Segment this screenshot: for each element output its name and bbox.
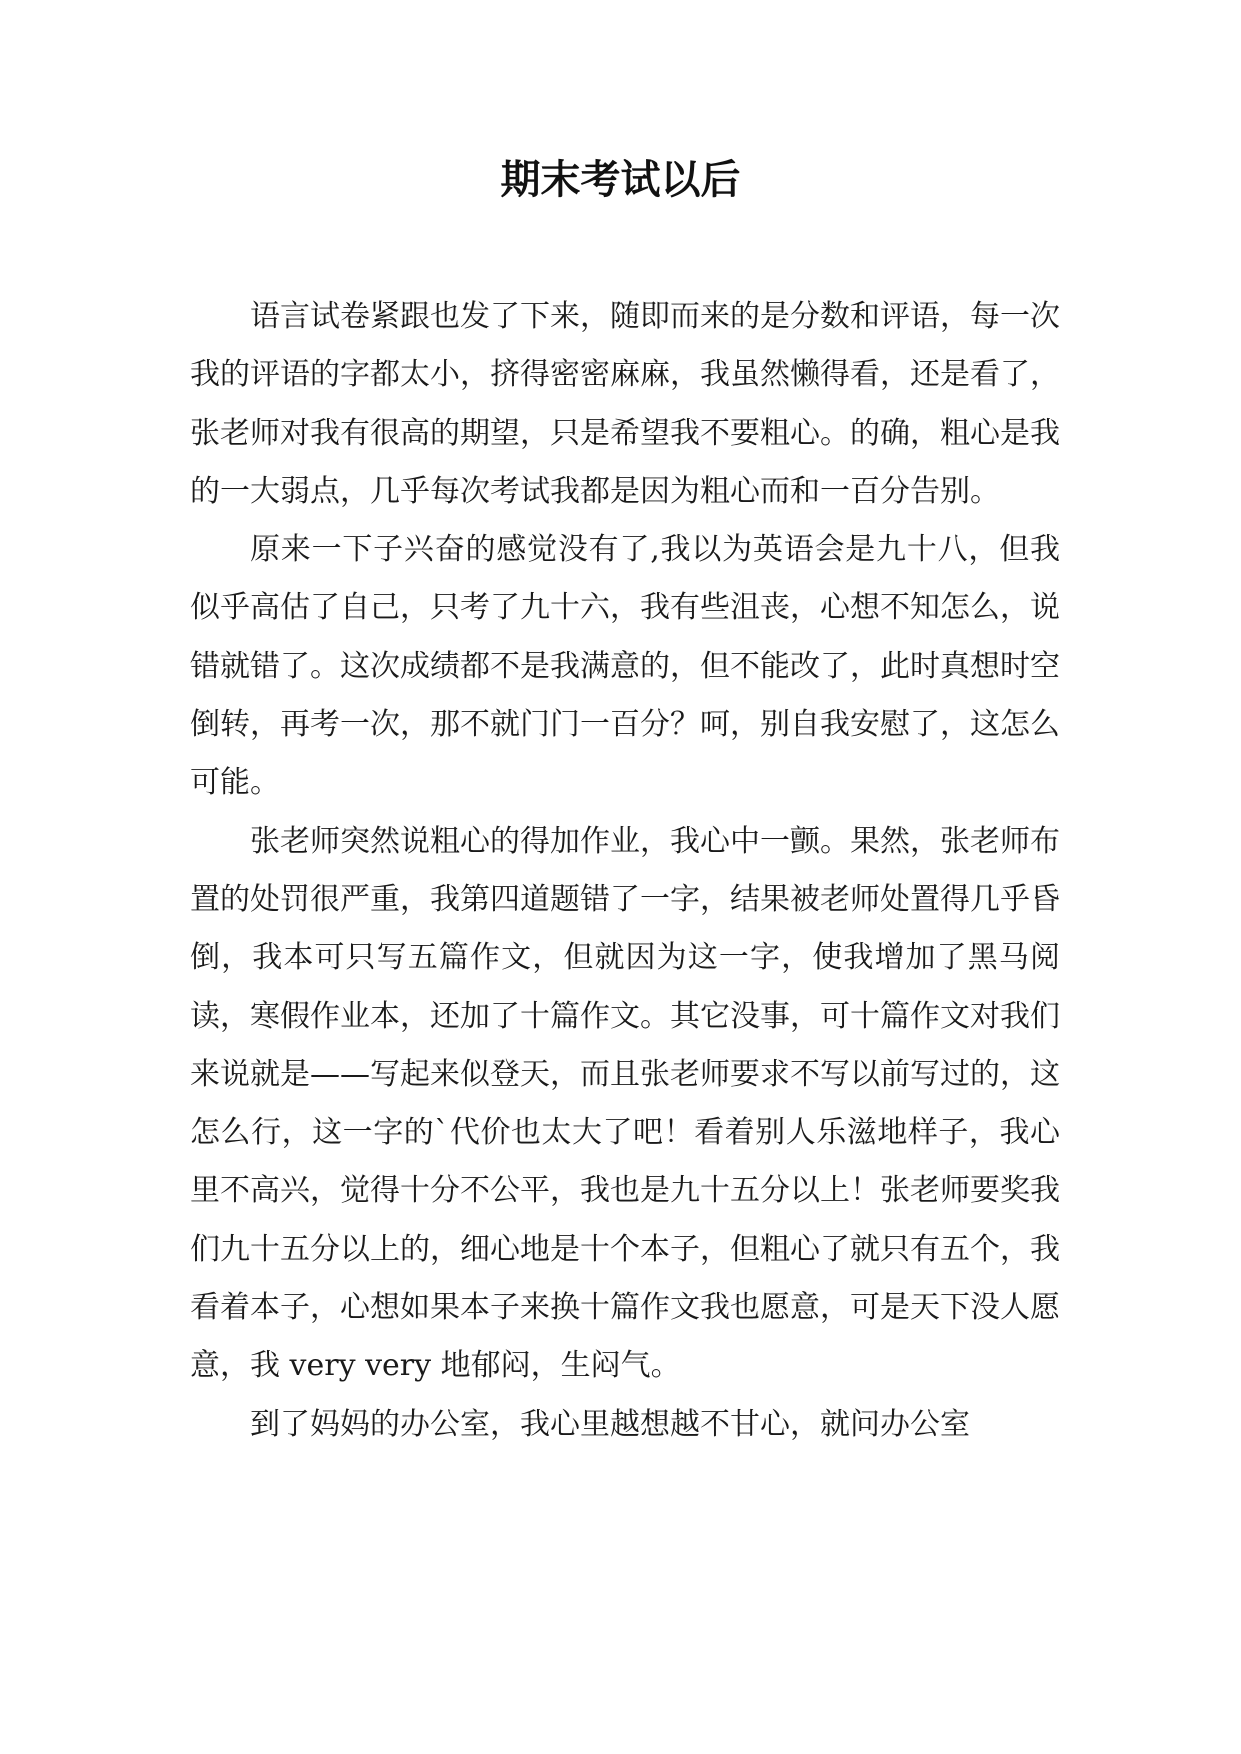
paragraph-3: 张老师突然说粗心的得加作业，我心中一颤。果然，张老师布置的处罚很严重，我第四道题错了一字，结果被老师处置得几乎昏倒，我本可只写五篇作文，但就因为这一字，使我增加了黑马阅读，寒假作业本，还加了十篇作文。其它没事，可十篇作文对我们来说就是——写起来似登天，而且张老师要求不写以前写过的，这怎么行，这一字的`代价也太大了吧！看着别人乐滋地样子，我心里不高兴，觉得十分不公平，我也是九十五分以上！张老师要奖我们九十五分以上的，细心地是十个本子，但粗心了就只有五个，我看着本子，心想如果本子来换十篇作文我也愿意，可是天下没人愿意，我 very very 地郁闷，生闷气。 xyxy=(190,823,1060,1384)
document-title: 期末考试以后 xyxy=(500,157,741,203)
paragraph-1: 语言试卷紧跟也发了下来，随即而来的是分数和评语，每一次我的评语的字都太小，挤得密密麻麻，我虽然懒得看，还是看了，张老师对我有很高的期望，只是希望我不要粗心。的确，粗心是我的一大弱点，几乎每次考试我都是因为粗心而和一百分告别。 xyxy=(190,299,1060,509)
paragraph-4: 到了妈妈的办公室，我心里越想越不甘心，就问办公室 xyxy=(250,1406,970,1442)
paragraph-2: 原来一下子兴奋的感觉没有了,我以为英语会是九十八，但我似乎高估了自己，只考了九十六，我有些沮丧，心想不知怎么，说错就错了。这次成绩都不是我满意的，但不能改了，此时真想时空倒转，再考一次，那不就门门一百分？呵，别自我安慰了，这怎么可能。 xyxy=(190,532,1060,801)
document-body xyxy=(190,288,1060,1454)
